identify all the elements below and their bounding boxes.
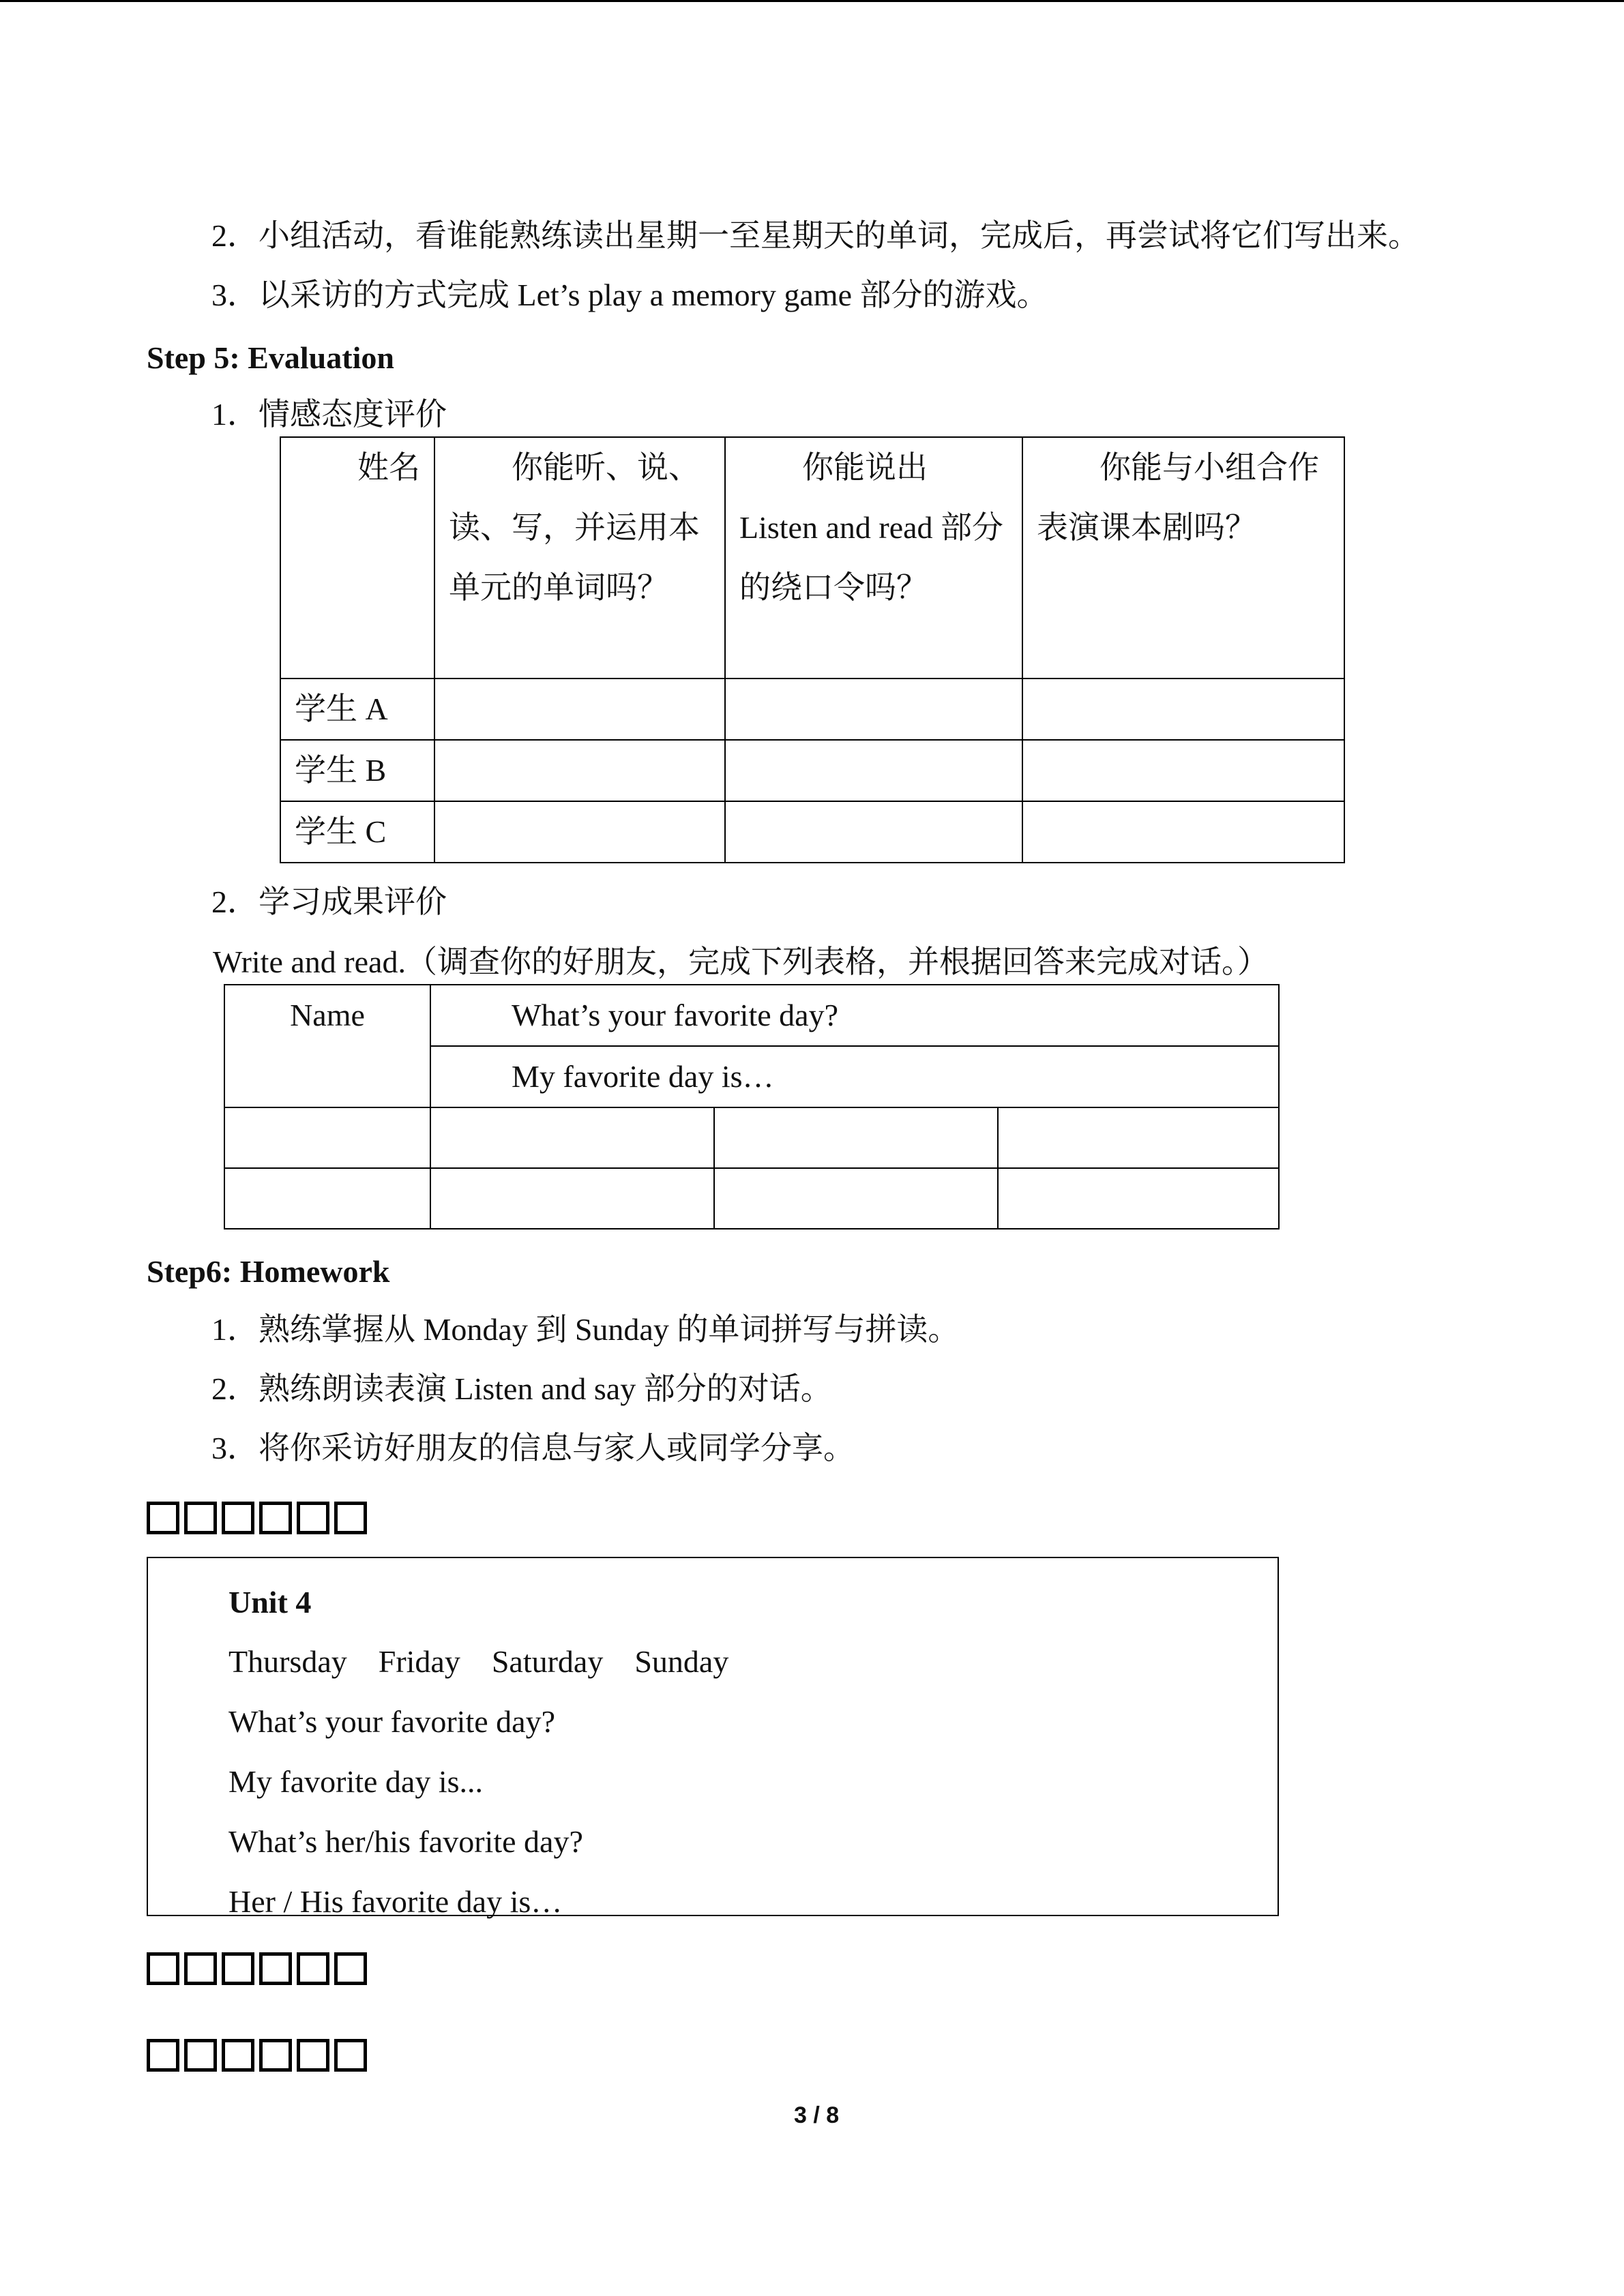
survey-name-header: Name (224, 985, 430, 1107)
page-number: 3 / 8 (794, 2102, 840, 2128)
survey-answer: My favorite day is… (430, 1046, 1279, 1107)
student-b: 学生 B (280, 740, 434, 801)
unit-line-2: My favorite day is... (228, 1764, 484, 1799)
step5-sub1: 1．情感态度评价 (211, 397, 447, 432)
table-row (280, 679, 1344, 740)
evaluation-header-row (280, 437, 1344, 679)
missing-glyph-heading-2 (147, 1946, 372, 1986)
header-name: 姓名 (280, 437, 434, 679)
table-row (280, 740, 1344, 801)
survey-table (224, 984, 1280, 1229)
header-tongue-twister: 你能说出 Listen and read 部分的绕口令吗？ (725, 437, 1022, 679)
header-play: 你能与小组合作表演课本剧吗？ (1022, 437, 1344, 679)
student-a: 学生 A (280, 679, 434, 740)
page-top-rule (0, 0, 1624, 2)
write-read-instruction: Write and read.（调查你的好朋友，完成下列表格，并根据回答来完成对话。） (213, 944, 1269, 979)
step5-heading: Step 5: Evaluation (147, 340, 394, 375)
blackboard-design-box (147, 1557, 1279, 1919)
step5-sub2: 2．学习成果评价 (211, 884, 447, 919)
activity-item-3: 3．以采访的方式完成 Let’s play a memory game 部分的游戏。 (211, 278, 1048, 312)
header-skills: 你能听、说、读、写，并运用本单元的单词吗？ (434, 437, 725, 679)
missing-glyph-heading-1 (147, 1495, 372, 1535)
missing-glyph-heading-3 (147, 2033, 372, 2072)
table-row (280, 801, 1344, 863)
student-c: 学生 C (280, 801, 434, 863)
unit-line-1: What’s your favorite day? (228, 1704, 555, 1739)
unit-title: Unit 4 (228, 1585, 312, 1620)
activity-item-2: 2．小组活动，看谁能熟练读出星期一至星期天的单词，完成后，再尝试将它们写出来。 (211, 218, 1419, 253)
homework-item-2: 2．熟练朗读表演 Listen and say 部分的对话。 (211, 1371, 832, 1406)
table-row (224, 1168, 1279, 1229)
homework-item-3: 3．将你采访好朋友的信息与家人或同学分享。 (211, 1431, 855, 1465)
homework-item-1: 1．熟练掌握从 Monday 到 Sunday 的单词拼写与拼读。 (211, 1312, 960, 1347)
step6-heading: Step6: Homework (147, 1254, 390, 1289)
evaluation-table (280, 436, 1345, 863)
table-row (224, 1107, 1279, 1168)
survey-question: What’s your favorite day? (430, 985, 1279, 1046)
unit-line-4: Her / His favorite day is… (228, 1884, 563, 1919)
unit-line-3: What’s her/his favorite day? (228, 1824, 583, 1859)
unit-days: Thursday Friday Saturday Sunday (228, 1644, 729, 1679)
